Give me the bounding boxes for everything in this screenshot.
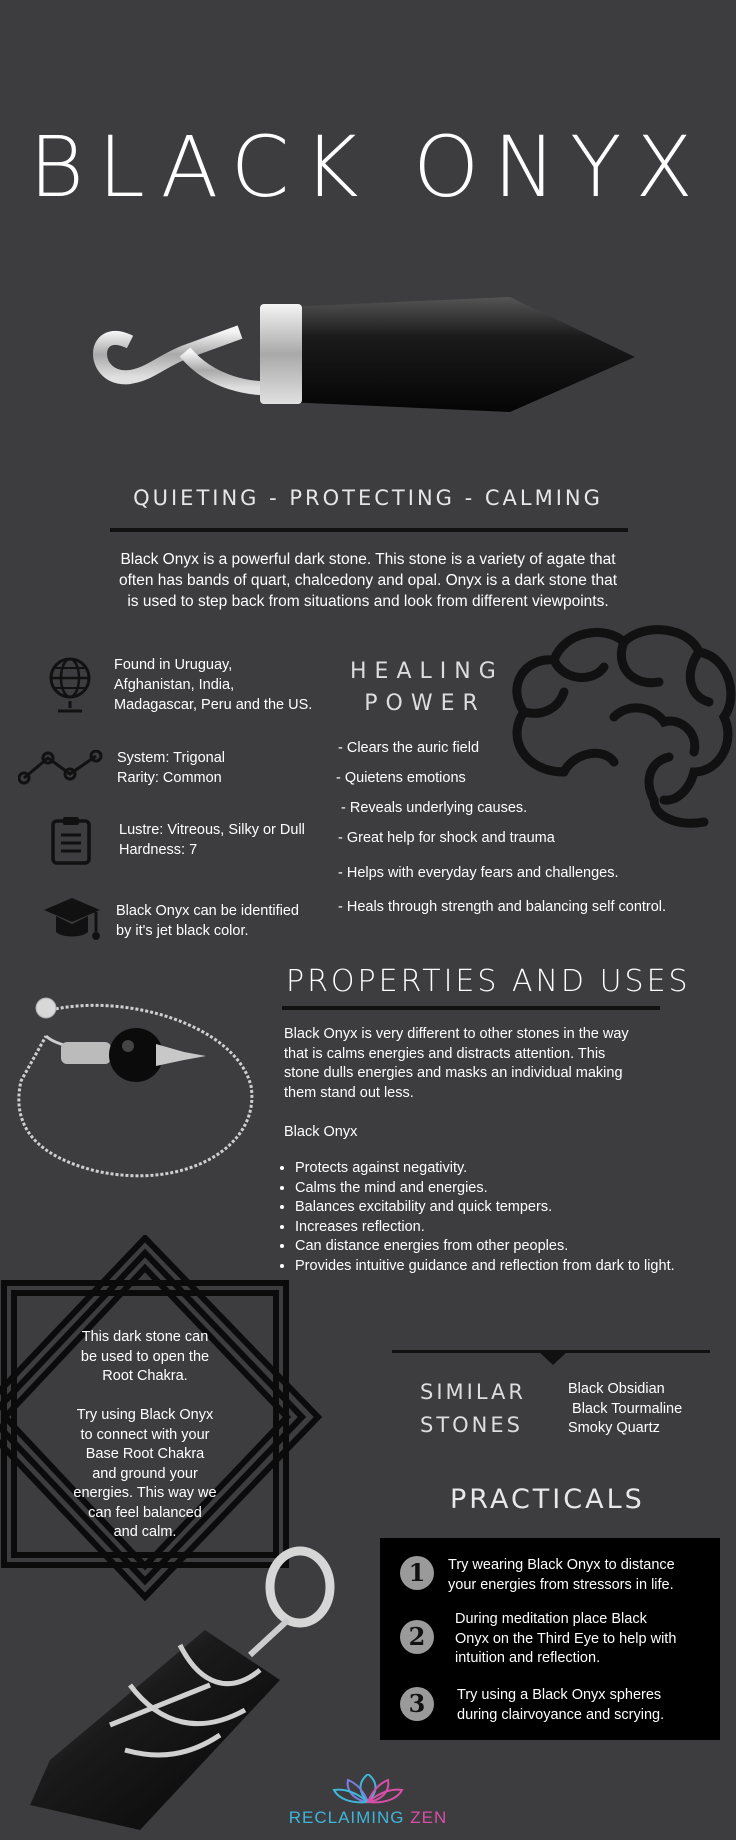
graduation-cap-icon: [42, 896, 102, 946]
heading-line: STONES: [420, 1413, 523, 1437]
properties-list: [275, 1159, 725, 1276]
paragraph-line: stone dulls energies and masks an individual making: [284, 1065, 623, 1081]
logo-word: RECLAIMING: [288, 1808, 405, 1827]
fact-system: [117, 748, 225, 788]
divider: [282, 1006, 660, 1010]
text-line: energies. This way we: [73, 1485, 217, 1501]
intro-line: Black Onyx is a powerful dark stone. This stone is a variety of agate that: [120, 551, 616, 568]
practical-item: [448, 1556, 675, 1595]
healing-item: - Clears the auric field: [338, 740, 480, 756]
intro-line: often has bands of quart, chalcedony and opal. Onyx is a dark stone that: [118, 572, 618, 589]
text-line: Base Root Chakra: [85, 1446, 205, 1462]
heading-line: SIMILAR: [420, 1380, 526, 1404]
text-line: can feel balanced: [88, 1504, 202, 1521]
list-item: Smoky Quartz: [568, 1420, 660, 1436]
text-line: intuition and reflection.: [455, 1650, 601, 1666]
text-line: be used to open the: [80, 1348, 210, 1365]
list-item: • Calms the mind and energies.: [295, 1179, 725, 1199]
line-graph-icon: [18, 750, 104, 786]
divider: [110, 528, 628, 532]
list-item: Black Obsidian: [568, 1381, 665, 1397]
list-item: • Can distance energies from other peoples.: [295, 1237, 725, 1257]
list-item: Black Tourmaline: [568, 1400, 683, 1417]
practicals-box: [380, 1538, 720, 1740]
fact-line: Lustre: Vitreous, Silky or Dull: [119, 822, 305, 838]
practical-item: [455, 1610, 676, 1669]
globe-icon: [46, 653, 94, 715]
fact-location: [114, 655, 312, 715]
wire-wrapped-pendant-image: [30, 1545, 350, 1835]
fact-line: Hardness: 7: [119, 842, 198, 858]
text-line: and ground your: [92, 1465, 198, 1482]
text-line: During meditation place Black: [455, 1611, 647, 1627]
text-line: Onyx on the Third Eye to help with: [455, 1630, 677, 1647]
page-title: BLACK ONYX: [29, 118, 707, 216]
similar-stones-heading: [420, 1376, 526, 1442]
fact-lustre: [119, 820, 305, 860]
step-number: 2: [400, 1620, 434, 1654]
list-item: • Balances excitability and quick tempers.: [295, 1198, 725, 1218]
text-line: Try using Black Onyx: [76, 1407, 214, 1423]
fact-line: Madagascar, Peru and the US.: [114, 697, 313, 713]
brand-logo-text: [0, 1808, 736, 1828]
practical-item: [457, 1686, 664, 1725]
text-line: This dark stone can: [81, 1329, 209, 1345]
chakra-text: [60, 1328, 230, 1543]
step-number: 3: [400, 1687, 434, 1721]
onyx-pendant-image: [90, 282, 640, 442]
list-item: • Protects against negativity.: [295, 1159, 725, 1179]
similar-stones-list: [568, 1380, 682, 1439]
text-line: and calm.: [113, 1524, 177, 1540]
list-item: • Increases reflection.: [295, 1218, 725, 1238]
paragraph-line: them stand out less.: [284, 1084, 414, 1101]
text-line: Root Chakra.: [102, 1368, 188, 1384]
onyx-pendulum-image: [6, 996, 256, 1191]
intro-paragraph: [84, 549, 652, 612]
list-item: • Provides intuitive guidance and reflection from dark to light.: [295, 1257, 725, 1277]
text-line: during clairvoyance and scrying.: [457, 1706, 665, 1723]
heading-line: POWER: [364, 691, 486, 716]
fact-identification: [116, 901, 299, 941]
fact-line: Afghanistan, India,: [114, 677, 235, 693]
fact-line: Black Onyx can be identified: [116, 903, 299, 919]
properties-heading: PROPERTIES AND USES: [286, 964, 691, 999]
paragraph-line: Black Onyx is very different to other stones in the way: [284, 1026, 629, 1042]
fact-line: System: Trigonal: [117, 750, 225, 766]
clipboard-icon: [50, 815, 92, 865]
healing-item: - Quietens emotions: [336, 770, 466, 786]
healing-item: - Heals through strength and balancing self control.: [338, 899, 667, 915]
fact-line: Found in Uruguay,: [114, 657, 233, 673]
text-line: to connect with your: [80, 1426, 210, 1443]
brain-icon: [504, 622, 736, 832]
healing-item: - Helps with everyday fears and challenges.: [338, 865, 619, 881]
healing-item: - Great help for shock and trauma: [338, 830, 555, 846]
tagline: QUIETING - PROTECTING - CALMING: [133, 486, 603, 510]
properties-subheading: Black Onyx: [284, 1123, 358, 1140]
divider-notch: [538, 1351, 568, 1365]
fact-line: Rarity: Common: [117, 770, 222, 786]
practicals-heading: PRACTICALS: [450, 1484, 645, 1515]
fact-line: by it's jet black color.: [116, 923, 249, 939]
healing-power-heading: [350, 656, 504, 720]
step-number: 1: [400, 1556, 434, 1590]
paragraph-line: that is calms energies and distracts attention. This: [284, 1045, 606, 1062]
lotus-logo-icon: [328, 1774, 408, 1804]
text-line: Try using a Black Onyx spheres: [457, 1687, 662, 1703]
intro-line: is used to step back from situations and look from different viewpoints.: [127, 593, 609, 610]
healing-item: - Reveals underlying causes.: [341, 800, 528, 816]
logo-word: ZEN: [410, 1808, 448, 1827]
heading-line: HEALING: [350, 659, 504, 684]
text-line: Try wearing Black Onyx to distance: [448, 1557, 675, 1573]
properties-paragraph: [284, 1025, 684, 1142]
text-line: your energies from stressors in life.: [448, 1576, 674, 1593]
